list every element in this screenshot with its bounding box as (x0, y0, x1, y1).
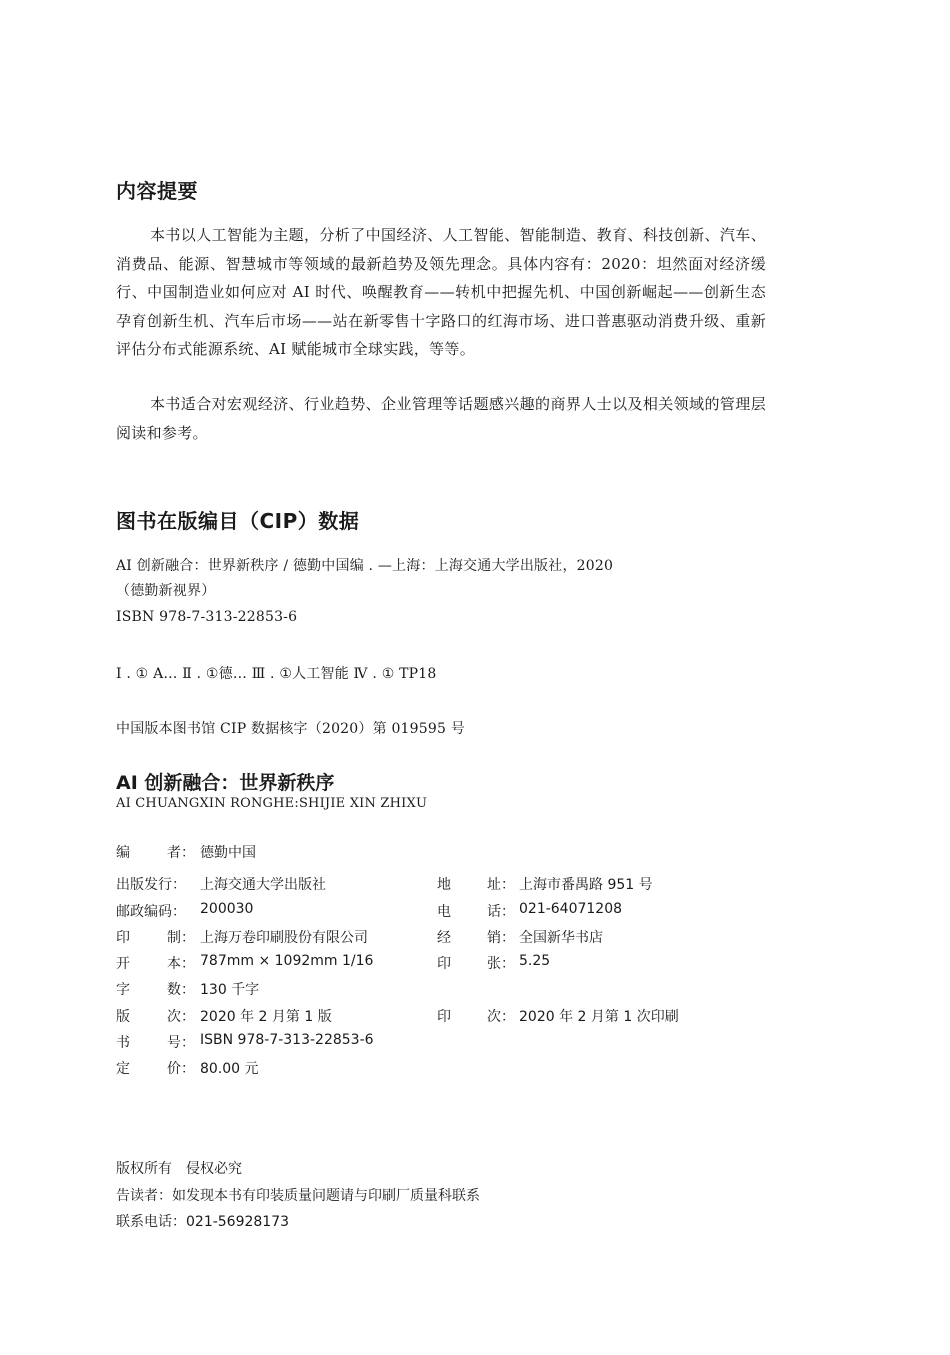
info-row-edition: 版 次： 2020 年 2 月第 1 版 印 次： 2020 年 2 月第 1 次印刷 (116, 1006, 756, 1032)
sheets-value: 5.25 (519, 953, 551, 970)
printing-value: 2020 年 2 月第 1 次印刷 (519, 1008, 679, 1025)
cip-line-classification: Ⅰ . ① A… Ⅱ . ①德… Ⅲ . ①人工智能 Ⅳ . ① TP18 (116, 666, 437, 682)
cip-heading: 图书在版编目（CIP）数据 (116, 509, 360, 533)
info-row-price: 定 价： 80.00 元 (116, 1058, 756, 1084)
isbn-value: ISBN 978-7-313-22853-6 (200, 1032, 374, 1049)
summary-paragraph-1: 本书以人工智能为主题，分析了中国经济、人工智能、智能制造、教育、科技创新、汽车、消费品、能源、智慧城市等领域的最新趋势及领先理念。具体内容有：2020：坦然面对经济缓行、中国制造业如何应对 AI 时代、唤醒教育——转机中把握先机、中国创新崛起——创新生态孕育创新生机、汽车后市场——站在新零售十字路口的红海市场、进口普惠驱动消费升级、重新评估分布式能源系统、AI 赋能城市全球实践，等等。 (116, 226, 766, 358)
editor-value: 德勤中国 (200, 845, 256, 861)
info-row-format: 开 本： 787mm × 1092mm 1/16 印 张： 5.25 (116, 953, 551, 973)
contact-phone: 联系电话：021-56928173 (116, 1214, 290, 1230)
price-value: 80.00 元 (200, 1061, 259, 1078)
quality-notice: 告读者：如发现本书有印装质量问题请与印刷厂质量科联系 (116, 1187, 480, 1204)
info-row-publisher: 出版发行： 上海交通大学出版社 地 址： 上海市番禺路 951 号 (116, 874, 756, 900)
info-row-isbn: 书 号： ISBN 978-7-313-22853-6 (116, 1032, 374, 1052)
info-row-postcode: 邮政编码： 200030 电 话： 021-64071208 (116, 900, 623, 920)
info-row-editor: 编 者： 德勤中国 (116, 842, 756, 868)
summary-heading: 内容提要 (116, 179, 198, 203)
publisher-label: 出版发行： (116, 877, 186, 894)
publisher-value: 上海交通大学出版社 (200, 877, 326, 894)
book-title: AI 创新融合：世界新秩序 (116, 772, 335, 794)
info-row-words: 字 数： 130 千字 (116, 979, 756, 1005)
distributor-value: 全国新华书店 (519, 929, 603, 946)
summary-paragraph-2: 本书适合对宏观经济、行业趋势、企业管理等话题感兴趣的商界人士以及相关领域的管理层阅读和参考。 (116, 395, 766, 442)
publication-info (116, 842, 756, 1085)
book-title-pinyin: AI CHUANGXIN RONGHE:SHIJIE XIN ZHIXU (116, 796, 428, 811)
postcode-label: 邮政编码： (116, 903, 186, 920)
cip-line-record-number: 中国版本图书馆 CIP 数据核字（2020）第 019595 号 (116, 721, 465, 737)
rights-notice: 版权所有 侵权必究 (116, 1161, 242, 1177)
format-value: 787mm × 1092mm 1/16 (200, 953, 374, 970)
cip-line-series: （德勤新视界） (116, 583, 216, 599)
cip-line-isbn: ISBN 978-7-313-22853-6 (116, 609, 298, 625)
cip-line-title: AI 创新融合：世界新秩序 / 德勤中国编 . —上海：上海交通大学出版社，2020 (116, 558, 614, 574)
phone-value: 021-64071208 (519, 900, 623, 917)
postcode-value: 200030 (200, 900, 254, 917)
words-value: 130 千字 (200, 982, 260, 999)
address-value: 上海市番禺路 951 号 (519, 877, 653, 894)
info-row-printer: 印 制： 上海万卷印刷股份有限公司 经 销： 全国新华书店 (116, 927, 756, 953)
edition-value: 2020 年 2 月第 1 版 (200, 1008, 332, 1025)
printer-value: 上海万卷印刷股份有限公司 (200, 929, 368, 946)
copyright-footer (116, 1158, 480, 1238)
